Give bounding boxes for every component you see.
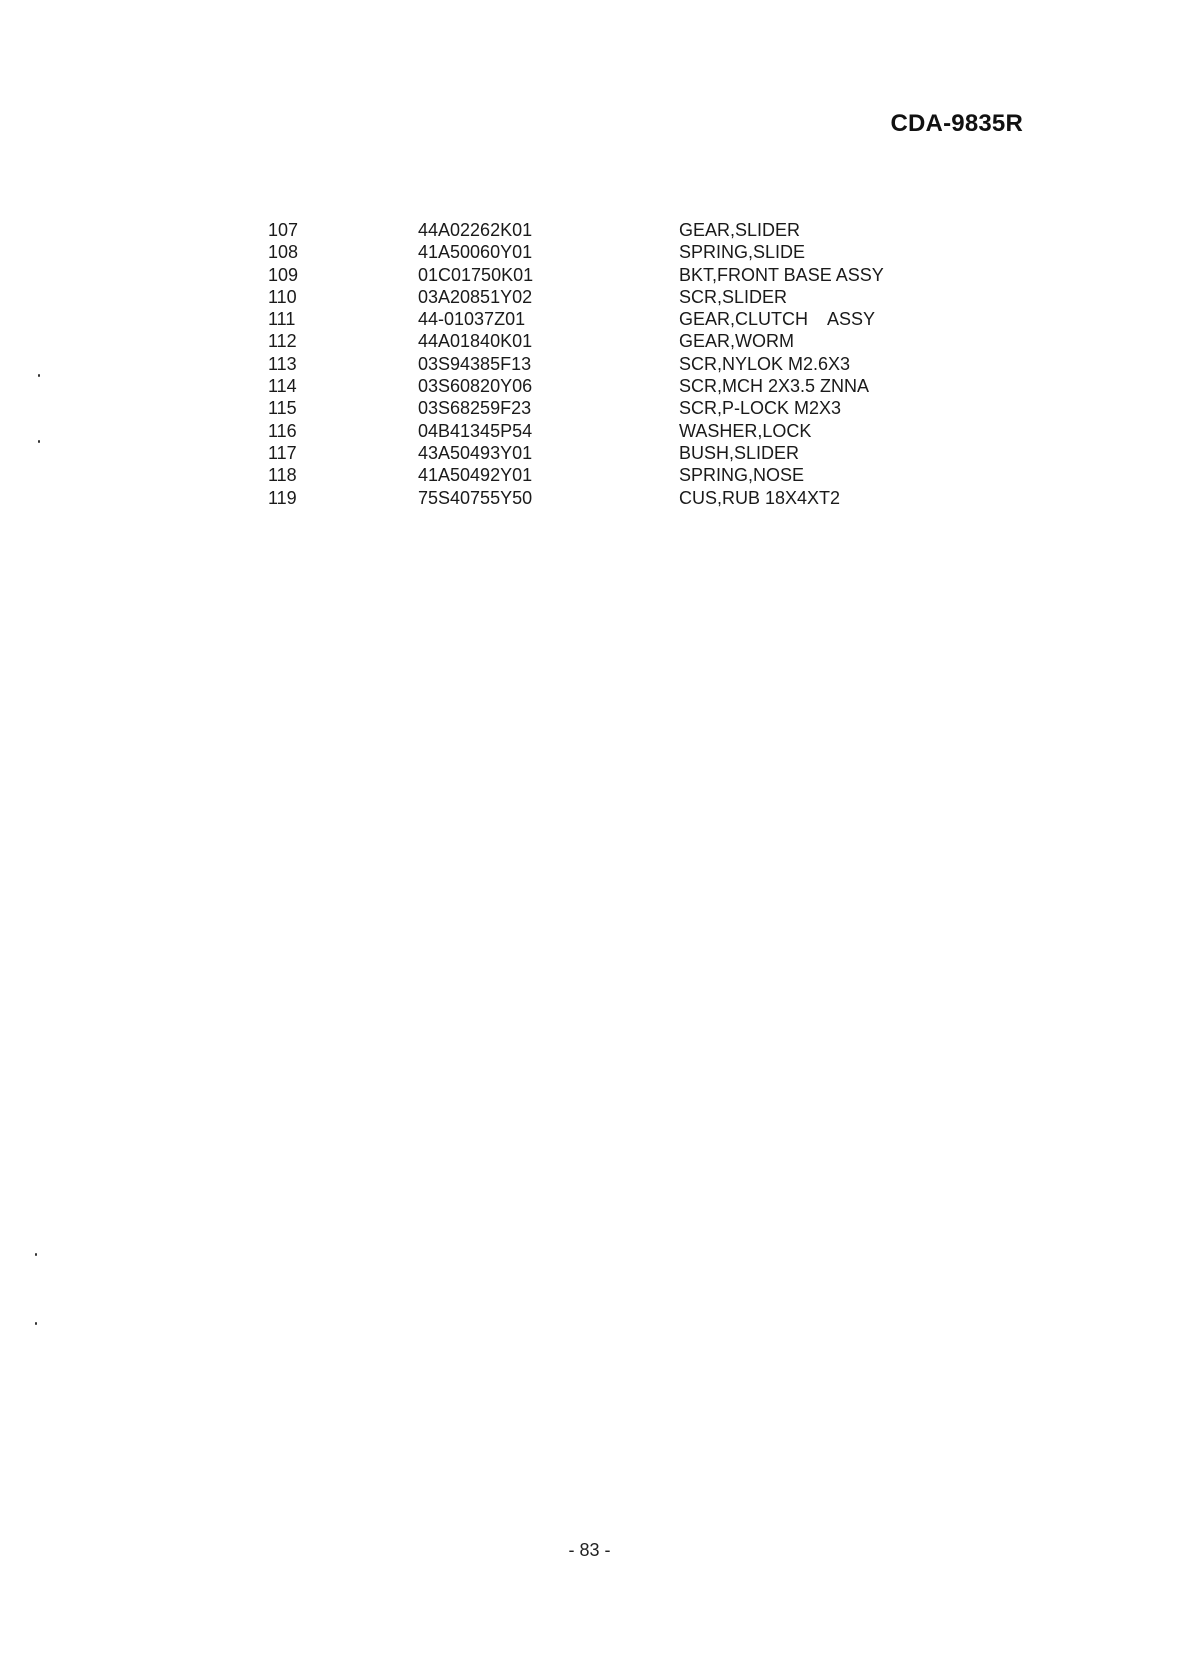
scan-speck	[35, 1322, 37, 1325]
part-ref-number: 112	[268, 331, 297, 352]
part-code: 44A01840K01	[418, 331, 533, 352]
part-ref-number: 108	[268, 242, 299, 263]
part-code: 41A50492Y01	[418, 465, 533, 486]
part-description: GEAR,WORM	[679, 331, 794, 352]
parts-row	[0, 241, 1179, 263]
part-code: 44-01037Z01	[418, 309, 526, 330]
part-code: 03S94385F13	[418, 353, 532, 374]
parts-row	[0, 330, 1179, 352]
part-code: 43A50493Y01	[418, 442, 533, 463]
part-description: SPRING,SLIDE	[679, 242, 806, 263]
parts-row	[0, 420, 1179, 442]
part-description: SCR,NYLOK M2.6X3	[679, 353, 851, 374]
part-description: SCR,SLIDER	[679, 286, 788, 307]
part-description: SCR,P-LOCK M2X3	[679, 398, 842, 419]
part-description: WASHER,LOCK	[679, 420, 812, 441]
page-number: - 83 -	[568, 1540, 611, 1560]
part-code: 04B41345P54	[418, 420, 533, 441]
parts-row	[0, 264, 1179, 286]
part-description: SPRING,NOSE	[679, 465, 805, 486]
parts-row	[0, 397, 1179, 419]
part-ref-number: 114	[268, 376, 297, 397]
part-code: 03S68259F23	[418, 398, 532, 419]
parts-row	[0, 442, 1179, 464]
part-description: SCR,MCH 2X3.5 ZNNA	[679, 376, 870, 397]
part-ref-number: 110	[268, 286, 297, 307]
parts-row	[0, 353, 1179, 375]
part-description: BKT,FRONT BASE ASSY	[679, 264, 884, 285]
part-description: CUS,RUB 18X4XT2	[679, 487, 841, 508]
model-title: CDA-9835R	[890, 110, 1023, 137]
part-code: 03A20851Y02	[418, 286, 533, 307]
part-ref-number: 111	[268, 309, 296, 330]
part-ref-number: 113	[268, 353, 297, 374]
part-code: 75S40755Y50	[418, 487, 533, 508]
part-ref-number: 109	[268, 264, 299, 285]
part-ref-number: 107	[268, 220, 299, 240]
part-code: 01C01750K01	[418, 264, 534, 285]
part-code: 44A02262K01	[418, 220, 533, 240]
part-description: GEAR,SLIDER	[679, 220, 801, 240]
part-description: BUSH,SLIDER	[679, 442, 800, 463]
part-ref-number: 115	[268, 398, 297, 419]
scan-speck	[35, 1253, 37, 1256]
parts-row	[0, 286, 1179, 308]
parts-row	[0, 219, 1179, 241]
part-code: 03S60820Y06	[418, 376, 533, 397]
scan-speck	[38, 374, 40, 377]
part-description: GEAR,CLUTCH ASSY	[679, 309, 876, 330]
part-code: 41A50060Y01	[418, 242, 533, 263]
part-ref-number: 119	[268, 487, 297, 508]
part-ref-number: 116	[268, 420, 297, 441]
parts-row	[0, 464, 1179, 486]
part-ref-number: 117	[268, 442, 297, 463]
parts-row	[0, 308, 1179, 330]
parts-list	[0, 219, 1179, 509]
parts-row	[0, 375, 1179, 397]
parts-row	[0, 487, 1179, 509]
scan-speck	[38, 440, 40, 443]
part-ref-number: 118	[268, 465, 297, 486]
